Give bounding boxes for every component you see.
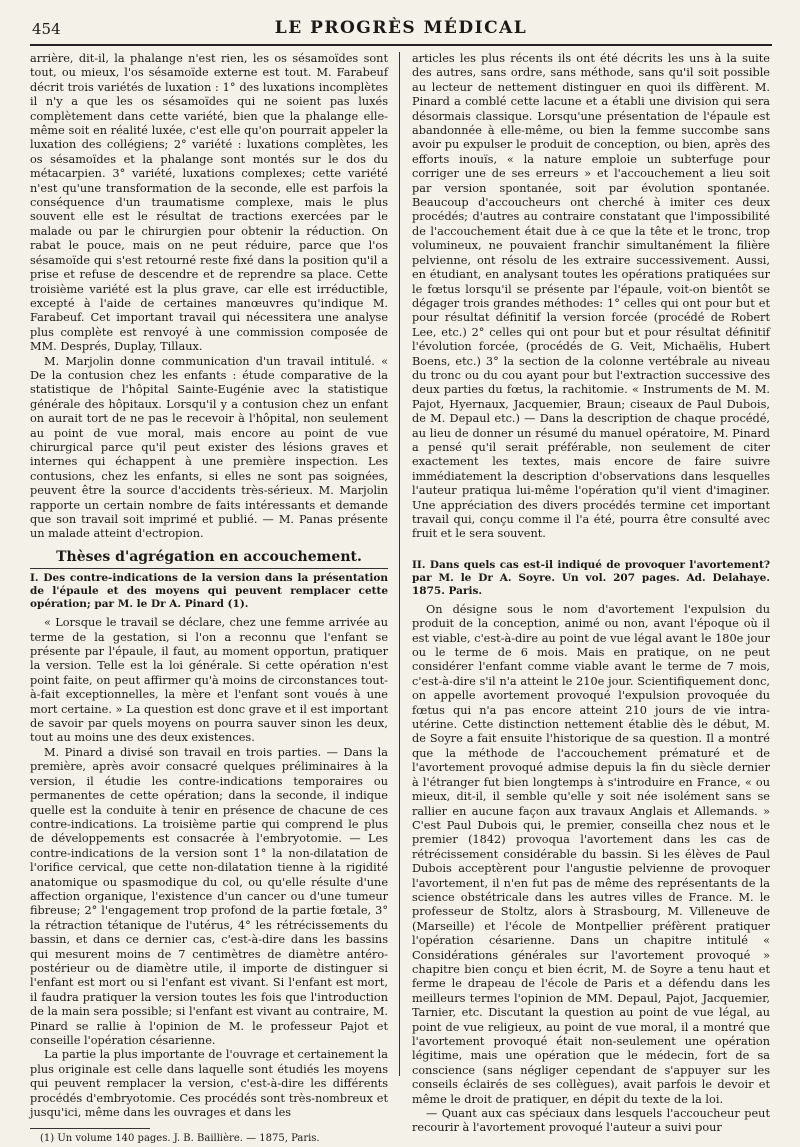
paragraph: On désigne sous le nom d'avortement l'expulsion du produit de la conception, animé ou non, avant l'époque où il est viable, c'est-à-dire au point de vue légal avant le 180e jour ou le terme de 6 mois. Mais en pratique, on ne peut considérer l'enfant comme viable avant le terme de 7 mois, c'est-à-dire s'il n'a atteint le 210e jour. Scientifiquement donc, on appelle avortement provoqué l'expulsion provoquée du fœtus qui n'a pas encore atteint 210 jours de vie intra-utérine. Cette distinction nettement établie dès le début, M. de Soyre a fait ensuite l'historique de sa question. Il a montré que la méthode de l'accouchement prématuré et de l'avortement provoqué admise depuis la fin du siècle dernier à l'étranger fut bien longtemps à s'introduire en France, « ou mieux, dit-il, il semble qu'elle y soit née isolément sans se rallier en aucune façon aux travaux Anglais et Allemands. » C'est Paul Dubois qui, le premier, conseilla chez nous et le premier (1842) provoqua l'avortement dans les cas de rétrécissement considérable du bassin. Si les élèves de Paul Dubois acceptèrent pour l'angustie pelvienne de provoquer l'avortement, il n'en fut pas de même des représentants de la science obstétricale dans les autres villes de France. M. le professeur de Stoltz, alors à Strasbourg, M. Villeneuve de (Marseille) et l'école de Montpellier préfèrent pratiquer l'opération césarienne. Dans un chapitre intitulé « Considérations générales sur l'avortement provoqué » chapitre bien conçu et bien écrit, M. de Soyre a tenu haut et ferme le drapeau de l'école de Paris et a défendu dans les meilleurs termes l'opinion de MM. Depaul, Pajot, Jacquemier, Tarnier, etc. Discutant la question au point de vue légal, au point de vue religieux, au point de vue moral, il a montré que l'avortement provoqué était non-seulement une opération légitime, mais une opération que le médecin, fort de sa conscience (sans négliger cependant de s'appuyer sur les conseils éclairés de ses collègues), avait parfois le devoir et même le droit de pratiquer, en dépit du texte de la loi. xyxy=(412,602,770,1106)
footnote-rule xyxy=(30,1128,150,1129)
section-title: Thèses d'agrégation en accouchement. xyxy=(56,548,362,565)
paragraph: M. Marjolin donne communication d'un travail intitulé. « De la contusion chez les enfants : étude comparative de la statistique de l'hôpital Sainte-Eugénie avec la statistique générale des hôpitaux. Lorsqu'il y a contusion chez un enfant on aurait tort de ne pas le recevoir à l'hôpital, non seulement au point de vue moral, mais encore au point de vue chirurgical parce qu'il peut exister des lésions graves et internes qui échappent à une première inspection. Les contusions, chez les enfants, si elles ne sont pas soignées, peuvent être la source d'accidents très-sérieux. M. Marjolin rapporte un certain nombre de faits intéressants et demande que son travail soit imprimé et publié. — M. Panas présente un malade atteint d'ectropion. xyxy=(30,354,388,541)
paragraph: La partie la plus importante de l'ouvrage et certainement la plus originale est celle dans laquelle sont étudiés les moyens qui peuvent remplacer la version, c'est-à-dire les différents procédés d'embryotomie. Ces procédés sont très-nombreux et jusqu'ici, même dans les ouvrages et dans les xyxy=(30,1048,388,1120)
article-heading: I. Des contre-indications de la version dans la présentation de l'épaule et des moyens qui peuvent remplacer cette opération; par M. le Dr A. Pinard (1). xyxy=(30,572,388,611)
column-divider xyxy=(399,52,400,1076)
paragraph: — Quant aux cas spéciaux dans lesquels l'accoucheur peut recourir à l'avortement provoqué l'auteur a suivi pour xyxy=(412,1107,770,1135)
paragraph: articles les plus récents ils ont été décrits les uns à la suite des autres, sans ordre, sans méthode, sans qu'il soit possible au lecteur de nettement distinguer en quoi ils diffèrent. M. Pinard a comblé cette lacune et a établi une division qui sera désormais classique. Lorsqu'une présentation de l'épaule est abandonnée à elle-même, ou bien la femme succombe sans avoir pu expulser le produit de conception, ou bien, après des efforts inouïs, « la nature emploie un subterfuge pour corriger une de ses erreurs » et l'accouchement a lieu soit par version spontanée, soit par évolution spontanée. Beaucoup d'accoucheurs ont cherché à imiter ces deux procédés; d'autres au contraire constatant que l'impossibilité de l'accouchement était due à ce que la tête et le tronc, trop volumineux, ne pouvaient franchir simultanément la filière pelvienne, ont résolu de les extraire successivement. Aussi, en étudiant, en analysant toutes les opérations pratiquées sur le fœtus lorsqu'il se présente par l'épaule, voit-on bientôt se dégager trois grandes méthodes: 1° celles qui ont pour but et pour résultat définitif la version forcée (procédé de Robert Lee, etc.) 2° celles qui ont pour but et pour résultat définitif l'évolution forcée, (procédés de G. Veit, Michaëlis, Hubert Boens, etc.) 3° la section de la colonne vertébrale au niveau du tronc ou du cou ayant pour but l'extraction successive des deux parties du fœtus, la rachitomie. « Instruments de M. M. Pajot, Hyernaux, Jacquemier, Braun; ciseaux de Paul Dubois, de M. Depaul etc.) — Dans la description de chaque procédé, au lieu de donner un résumé du manuel opératoire, M. Pinard a pensé qu'il serait préférable, non seulement de citer exactement les textes, mais encore de faire suivre immédiatement la description d'observations dans lesquelles l'auteur pratiqua lui-même l'opération qu'il vient d'imaginer. Une appréciation des divers procédés termine cet important travail qui, conçu comme il l'a été, pourra être consulté avec fruit et le sera souvent. xyxy=(412,52,770,541)
header-rule xyxy=(30,44,772,46)
page-number: 454 xyxy=(32,20,61,38)
paragraph: M. Pinard a divisé son travail en trois parties. — Dans la première, après avoir consacré quelques préliminaires à la version, il étudie les contre-indications temporaires ou permanentes de cette opération; dans la seconde, il indique quelle est la conduite à tenir en présence de chacune de ces contre-indications. La troisième partie qui comprend le plus de développements est consacrée à l'embryotomie. — Les contre-indications de la version sont 1° la non-dilatation de l'orifice cervical, que cette non-dilatation tienne à la rigidité anatomique ou spasmodique du col, ou qu'elle résulte d'une affection organique, l'existence d'un cancer ou d'une tumeur fibreuse; 2° l'engagement trop profond de la partie fœtale, 3° la rétraction tétanique de l'utérus, 4° les rétrécissements du bassin, et dans ce dernier cas, c'est-à-dire dans les bassins qui mesurent moins de 7 centimètres de diamètre antéro-postérieur ou de diamètre utile, il importe de distinguer si l'enfant est mort ou si l'enfant est vivant. Si l'enfant est mort, il faudra pratiquer la version toutes les fois que l'introduction de la main sera possible; si l'enfant est vivant au contraire, M. Pinard se rallie à l'opinion de M. le professeur Pajot et conseille l'opération césarienne. xyxy=(30,745,388,1047)
page-header xyxy=(30,18,772,40)
left-column xyxy=(30,52,388,1145)
footnote: (1) Un volume 140 pages. J. B. Baillière. — 1875, Paris. xyxy=(40,1133,320,1145)
two-column-body xyxy=(30,52,772,1145)
section-rule xyxy=(30,568,388,569)
journal-title: LE PROGRÈS MÉDICAL xyxy=(274,18,528,38)
article-heading: II. Dans quels cas est-il indiqué de provoquer l'avortement? par M. le Dr A. Soyre. Un vol. 207 pages. Ad. Delahaye. 1875. Paris. xyxy=(412,558,770,597)
paragraph: « Lorsque le travail se déclare, chez une femme arrivée au terme de la gestation, si l'on a reconnu que l'enfant se présente par l'épaule, il faut, au moment opportun, pratiquer la version. Telle est la loi générale. Si cette opération n'est point faite, on peut affirmer qu'à moins de circonstances tout-à-fait exceptionnelles, la mère et l'enfant sont voués à une mort certaine. » La question est donc grave et il est important de savoir par quels moyens on pourra sauver sinon les deux, tout au moins une des deux existences. xyxy=(30,616,388,745)
paragraph: arrière, dit-il, la phalange n'est rien, les os sésamoïdes sont tout, ou mieux, l'os sésamoïde externe est tout. M. Farabeuf décrit trois variétés de luxation : 1° des luxations incomplètes il n'y a que les os sésamoïdes qui ne soient pas luxés complètement dans cette variété, bien que la phalange elle-même soit en réalité luxée, c'est elle qu'on pourrait appeler la luxation des collégiens; 2° variété : luxations complètes, les os sésamoïdes et la phalange sont montés sur le dos du métacarpien. 3° variété, luxations complexes; cette variété n'est qu'une transformation de la seconde, elle est parfois la conséquence d'un traumatisme complexe, mais le plus souvent elle est le résultat de tractions exercées par le malade ou par le chirurgien pour obtenir la réduction. On rabat le pouce, mais on ne peut réduire, parce que l'os sésamoïde qui s'est retourné reste fixé dans la position qu'il a prise et refuse de descendre et de reprendre sa place. Cette troisième variété est la plus grave, car elle est irréductible, excepté à l'aide de certaines manœuvres qu'indique M. Farabeuf. Cet important travail qui nécessitera une analyse plus complète est renvoyé à une commission composée de MM. Després, Duplay, Tillaux. xyxy=(30,52,388,354)
right-column xyxy=(412,52,770,1135)
